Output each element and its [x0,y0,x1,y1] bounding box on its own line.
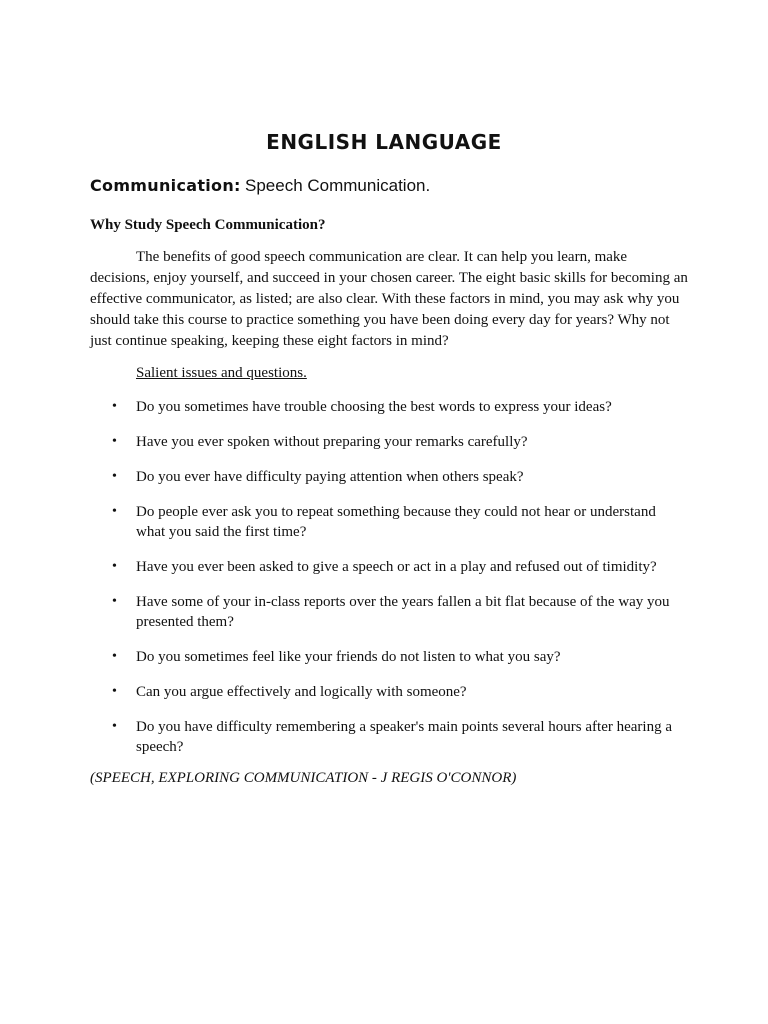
bullet-icon: • [112,559,117,574]
bullet-icon: • [112,594,117,609]
list-item-text: Do you sometimes have trouble choosing the best words to express your ideas? [136,399,612,415]
list-item [0,592,768,632]
bullet-icon: • [112,504,117,519]
list-item-text: Do you have difficulty remembering a speaker's main points several hours after hearing a speech? [136,719,672,755]
list-item [0,647,768,667]
list-item-text: Do people ever ask you to repeat something because they could not hear or understand what you said the first time? [136,504,656,540]
bullet-icon: • [112,399,117,414]
list-item [0,467,768,487]
list-item-text: Have you ever been asked to give a speech or act in a play and refused out of timidity? [136,559,657,575]
list-item [0,432,768,452]
list-item-text: Can you argue effectively and logically with someone? [136,684,467,700]
bullet-icon: • [112,684,117,699]
bullet-icon: • [112,719,117,734]
list-item [0,717,768,757]
citation: (SPEECH, EXPLORING COMMUNICATION - J REGIS O'CONNOR) [90,770,517,786]
bullet-icon: • [112,469,117,484]
list-item-text: Have some of your in-class reports over the years fallen a bit flat because of the way you presented them? [136,594,670,630]
salient-issues-heading: Salient issues and questions. [136,365,307,381]
questions-list [0,397,768,772]
body-paragraph: The benefits of good speech communication are clear. It can help you learn, make decisions, enjoy yourself, and succeed in your chosen career. The eight basic skills for becoming an effective communicator, as listed; are also clear. With these factors in mind, you may ask why you should take this course to practice something you have been doing every day for years? Why not just continue speaking, keeping these eight factors in mind? [90,249,688,349]
list-item [0,502,768,542]
bullet-icon: • [112,434,117,449]
list-item [0,682,768,702]
list-item-text: Have you ever spoken without preparing your remarks carefully? [136,434,528,450]
section-heading: Why Study Speech Communication? [90,217,326,233]
list-item [0,557,768,577]
subject-label: Communication: [90,176,241,195]
list-item-text: Do you ever have difficulty paying attention when others speak? [136,469,524,485]
list-item [0,397,768,417]
list-item-text: Do you sometimes feel like your friends do not listen to what you say? [136,649,561,665]
subject-line [90,174,430,198]
document-title: ENGLISH LANGUAGE [266,130,502,154]
subject-value: Speech Communication. [245,176,431,195]
bullet-icon: • [112,649,117,664]
